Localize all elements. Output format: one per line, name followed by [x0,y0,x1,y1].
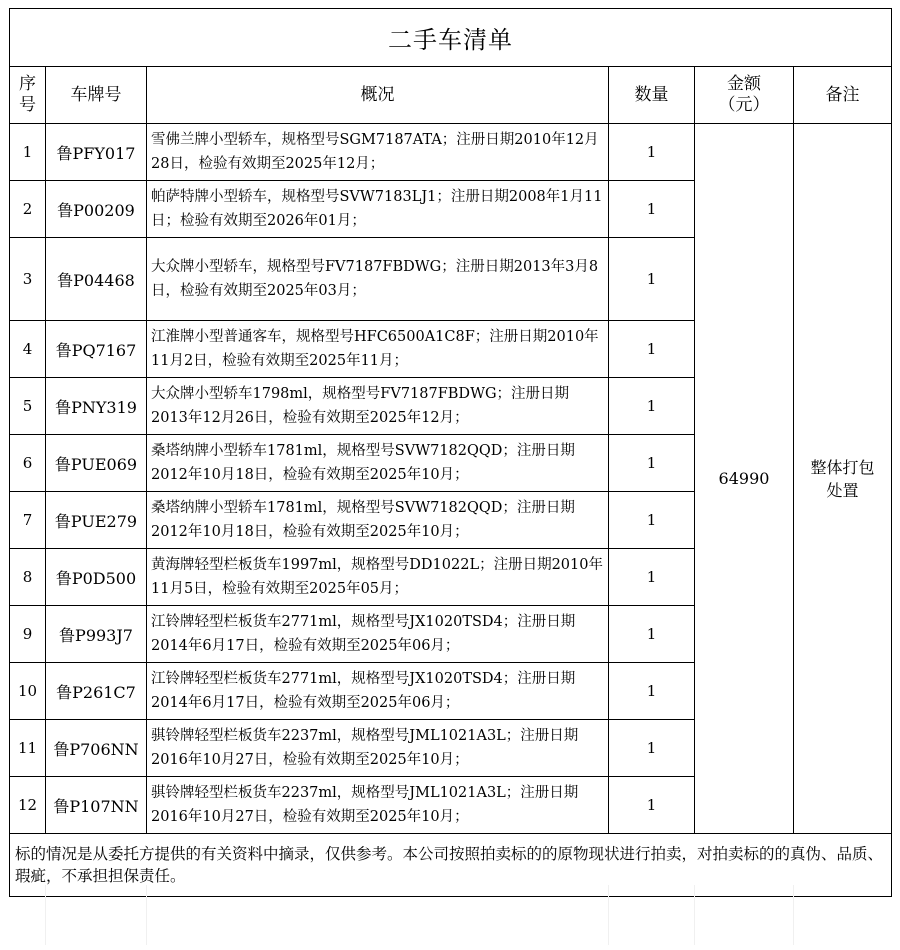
faint-gridline [45,885,46,945]
faint-gridline [146,885,147,945]
row-plate: 鲁PQ7167 [46,321,147,378]
header-remark: 备注 [794,67,892,124]
page-title: 二手车清单 [10,9,892,67]
header-index [10,67,46,124]
row-plate: 鲁P107NN [46,777,147,834]
row-plate: 鲁P0D500 [46,549,147,606]
row-plate: 鲁P706NN [46,720,147,777]
remark-cell [794,124,892,834]
row-plate: 鲁PUE279 [46,492,147,549]
row-plate: 鲁P993J7 [46,606,147,663]
row-index: 8 [10,549,46,606]
row-summary: 大众牌小型轿车1798ml，规格型号FV7187FBDWG；注册日期2013年12月26日，检验有效期至2025年12月； [147,378,609,435]
row-index: 2 [10,181,46,238]
header-plate: 车牌号 [46,67,147,124]
row-index: 11 [10,720,46,777]
row-summary: 江淮牌小型普通客车，规格型号HFC6500A1C8F；注册日期2010年11月2日，检验有效期至2025年11月； [147,321,609,378]
row-index: 9 [10,606,46,663]
row-plate: 鲁PFY017 [46,124,147,181]
row-plate: 鲁PNY319 [46,378,147,435]
row-index: 12 [10,777,46,834]
remark-text: 整体打包处置 [810,457,875,500]
row-plate: 鲁P04468 [46,238,147,321]
row-summary: 大众牌小型轿车，规格型号FV7187FBDWG；注册日期2013年3月8日，检验有效期至2025年03月； [147,238,609,321]
row-quantity: 1 [609,777,695,834]
row-quantity: 1 [609,181,695,238]
row-index: 5 [10,378,46,435]
row-index: 6 [10,435,46,492]
vehicle-list-table [9,8,892,897]
row-index: 4 [10,321,46,378]
row-summary: 雪佛兰牌小型轿车，规格型号SGM7187ATA；注册日期2010年12月28日，检验有效期至2025年12月； [147,124,609,181]
row-summary: 江铃牌轻型栏板货车2771ml，规格型号JX1020TSD4；注册日期2014年6月17日，检验有效期至2025年06月； [147,606,609,663]
header-amount [695,67,794,124]
header-summary: 概况 [147,67,609,124]
header-quantity: 数量 [609,67,695,124]
row-summary: 帕萨特牌小型轿车，规格型号SVW7183LJ1；注册日期2008年1月11日；检验有效期至2026年01月； [147,181,609,238]
table-row [10,124,892,181]
row-summary: 江铃牌轻型栏板货车2771ml，规格型号JX1020TSD4；注册日期2014年6月17日，检验有效期至2025年06月； [147,663,609,720]
row-quantity: 1 [609,663,695,720]
row-summary: 骐铃牌轻型栏板货车2237ml，规格型号JML1021A3L；注册日期2016年10月27日，检验有效期至2025年10月； [147,777,609,834]
header-amount-label: 金额 [727,74,761,94]
row-plate: 鲁P00209 [46,181,147,238]
row-index: 1 [10,124,46,181]
header-amount-unit: （元） [718,95,770,115]
row-quantity: 1 [609,606,695,663]
row-index: 7 [10,492,46,549]
header-index-label: 序号 [19,74,36,115]
row-index: 10 [10,663,46,720]
row-quantity: 1 [609,549,695,606]
row-quantity: 1 [609,238,695,321]
row-summary: 骐铃牌轻型栏板货车2237ml，规格型号JML1021A3L；注册日期2016年10月27日，检验有效期至2025年10月； [147,720,609,777]
row-summary: 桑塔纳牌小型轿车1781ml，规格型号SVW7182QQD；注册日期2012年10月18日，检验有效期至2025年10月； [147,492,609,549]
row-quantity: 1 [609,720,695,777]
disclaimer-note: 标的情况是从委托方提供的有关资料中摘录，仅供参考。本公司按照拍卖标的的原物现状进行拍卖，对拍卖标的的真伪、品质、瑕疵，不承担担保责任。 [10,834,892,897]
row-quantity: 1 [609,435,695,492]
row-plate: 鲁P261C7 [46,663,147,720]
row-plate: 鲁PUE069 [46,435,147,492]
faint-gridline [793,885,794,945]
faint-gridline [608,885,609,945]
row-quantity: 1 [609,492,695,549]
amount-cell: 64990 [695,124,794,834]
row-quantity: 1 [609,124,695,181]
row-index: 3 [10,238,46,321]
row-quantity: 1 [609,378,695,435]
faint-gridline [694,885,695,945]
row-summary: 桑塔纳牌小型轿车1781ml，规格型号SVW7182QQD；注册日期2012年10月18日，检验有效期至2025年10月； [147,435,609,492]
row-summary: 黄海牌轻型栏板货车1997ml，规格型号DD1022L；注册日期2010年11月5日，检验有效期至2025年05月； [147,549,609,606]
row-quantity: 1 [609,321,695,378]
